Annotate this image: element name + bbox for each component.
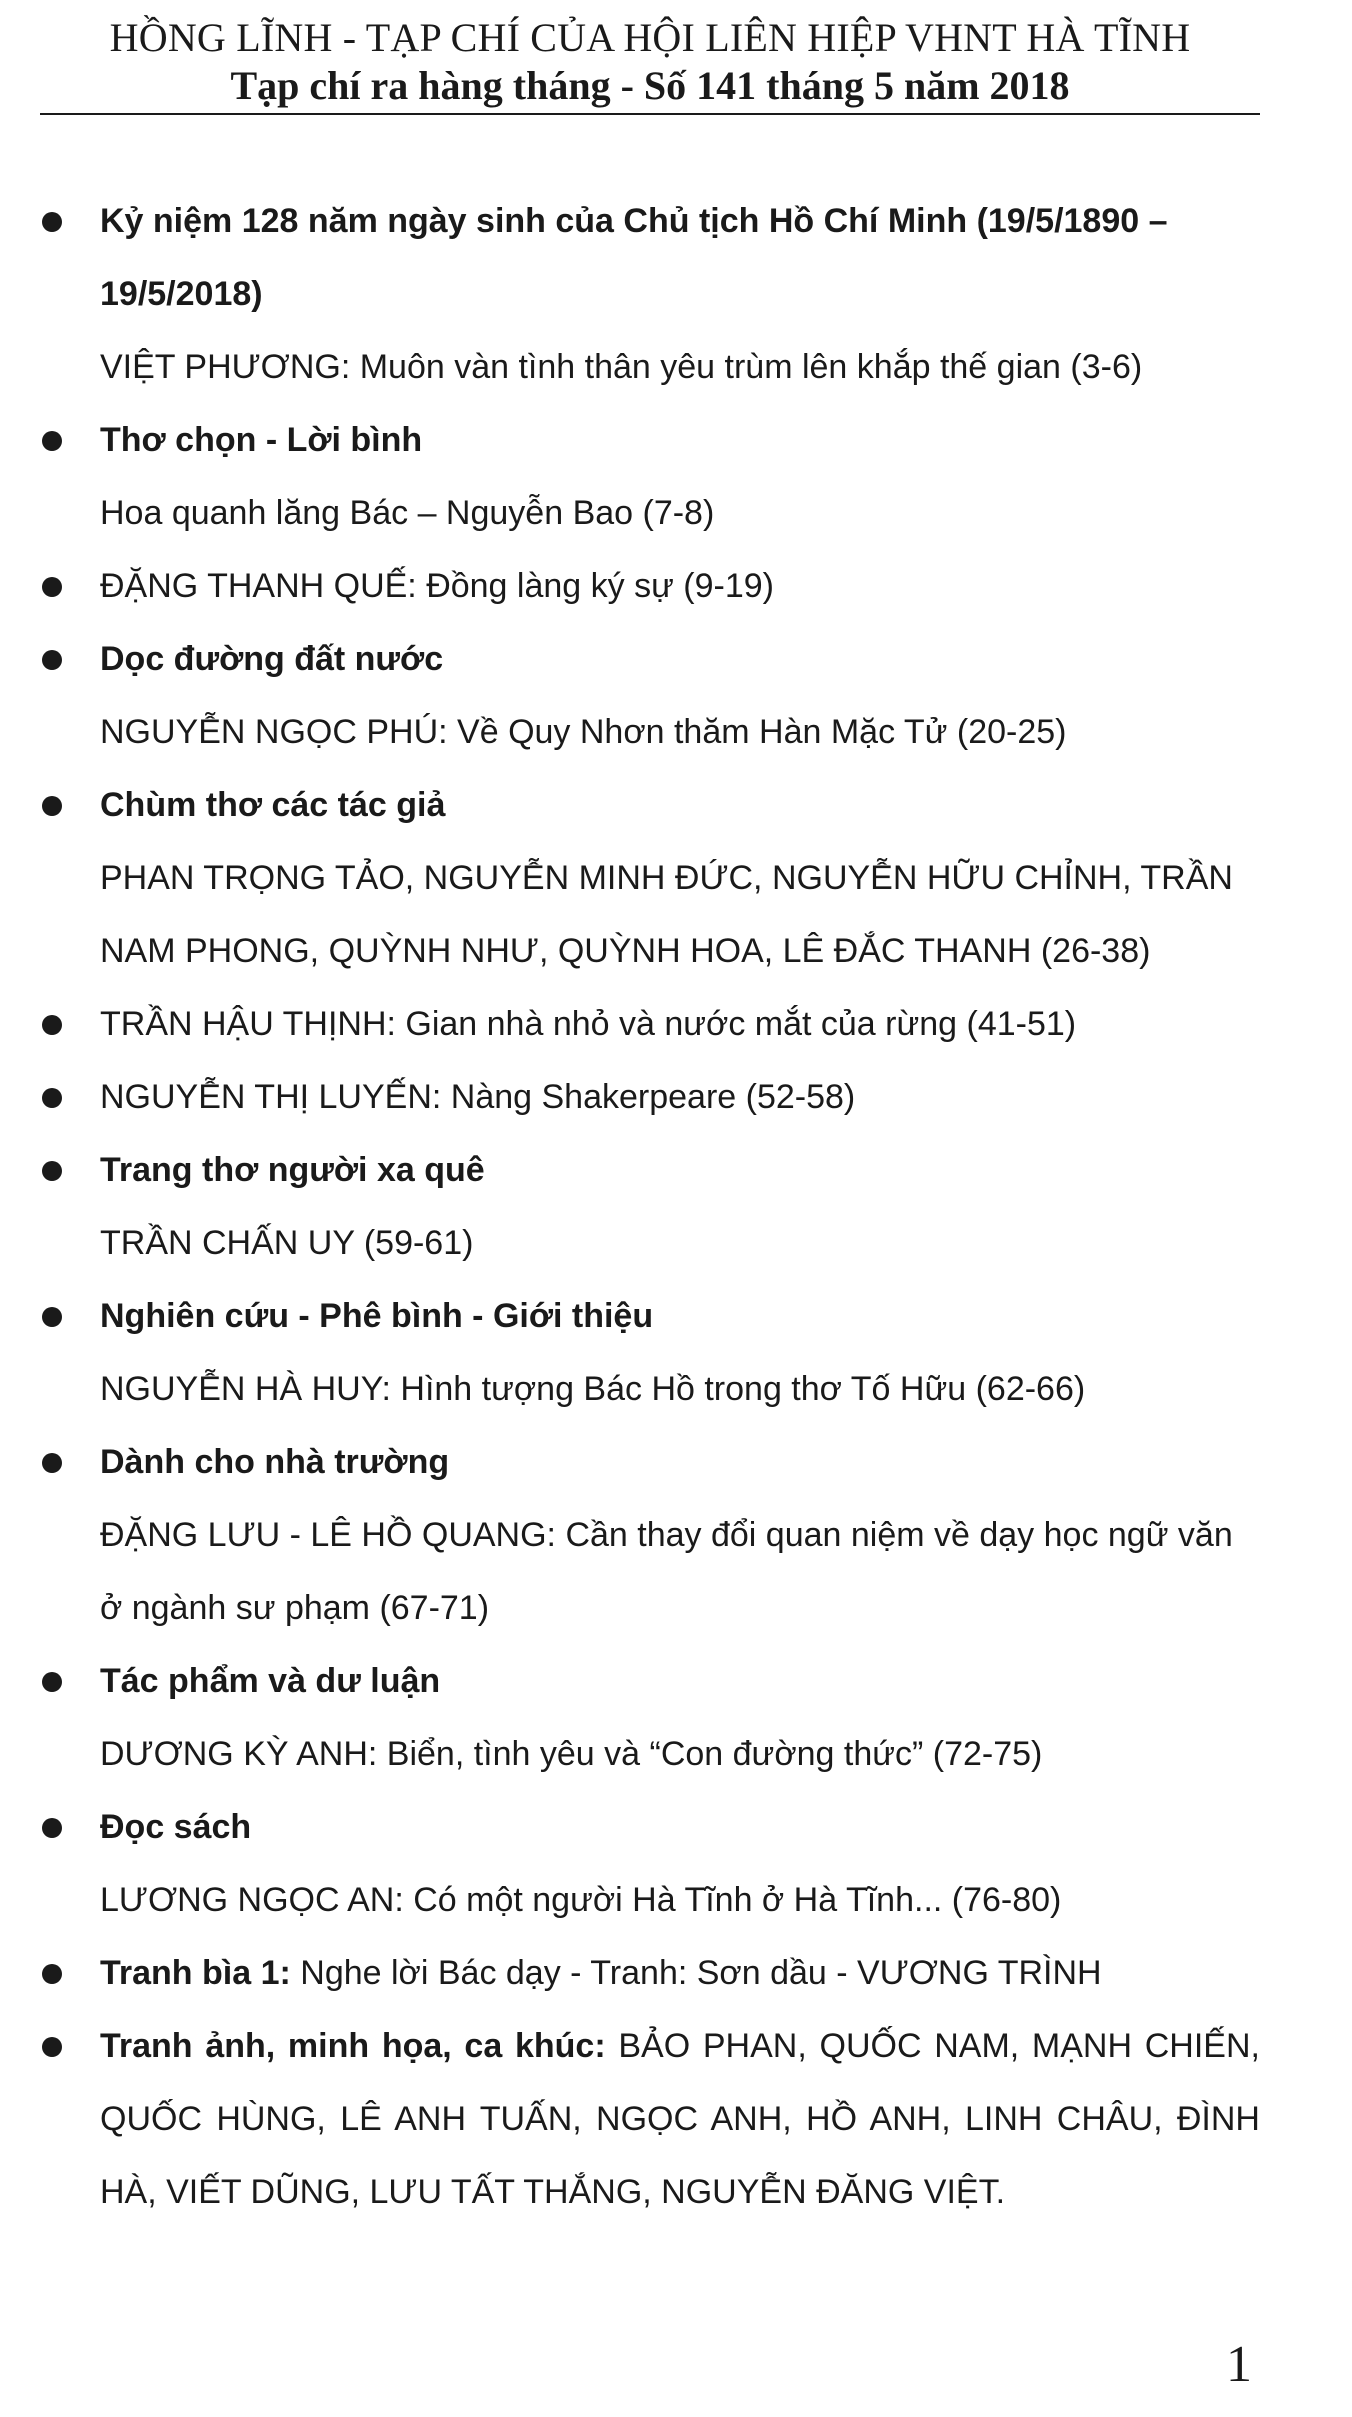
- toc-section-title: Tác phẩm và dư luận: [100, 1662, 441, 1700]
- toc-entry: ĐẶNG LƯU - LÊ HỒ QUANG: Cần thay đổi quan niệm về dạy học ngữ văn ở ngành sư phạm (67-71): [100, 1516, 1233, 1627]
- toc-entry: PHAN TRỌNG TẢO, NGUYỄN MINH ĐỨC, NGUYỄN HỮU CHỈNH, TRẦN NAM PHONG, QUỲNH NHƯ, QUỲNH HOA, LÊ ĐẮC THANH (26-38): [100, 859, 1233, 970]
- toc-item: [40, 1791, 1260, 1937]
- magazine-title: HỒNG LĨNH - TẠP CHÍ CỦA HỘI LIÊN HIỆP VHNT HÀ TĨNH: [109, 15, 1191, 60]
- page-header: [40, 14, 1260, 110]
- toc-item: [40, 769, 1260, 988]
- toc-section-title: Đọc sách: [100, 1808, 252, 1846]
- toc-entry: VIỆT PHƯƠNG: Muôn vàn tình thân yêu trùm lên khắp thế gian (3-6): [100, 348, 1143, 386]
- toc-entry: TRẦN HẬU THỊNH: Gian nhà nhỏ và nước mắt của rừng (41-51): [100, 1005, 1077, 1043]
- toc-entry: Hoa quanh lăng Bác – Nguyễn Bao (7-8): [100, 494, 715, 532]
- toc-section-title: Nghiên cứu - Phê bình - Giới thiệu: [100, 1297, 654, 1335]
- toc-item: [40, 623, 1260, 769]
- toc-item: [40, 1937, 1260, 2010]
- toc-item: [40, 1645, 1260, 1791]
- toc-item: [40, 1280, 1260, 1426]
- toc-item: [40, 550, 1260, 623]
- toc-entry: ĐẶNG THANH QUẾ: Đồng làng ký sự (9-19): [100, 567, 774, 605]
- header-divider: [40, 113, 1260, 115]
- toc-entry: BẢO PHAN, QUỐC NAM, MẠNH CHIẾN, QUỐC HÙNG, LÊ ANH TUẤN, NGỌC ANH, HỒ ANH, LINH CHÂU, ĐÌNH HÀ, VIẾT DŨNG, LƯU TẤT THẮNG, NGUYỄN ĐĂNG VIỆT.: [100, 2027, 1260, 2211]
- toc-entry: NGUYỄN HÀ HUY: Hình tượng Bác Hồ trong thơ Tố Hữu (62-66): [100, 1370, 1086, 1408]
- table-of-contents: [40, 185, 1260, 2229]
- toc-section-title: Dọc đường đất nước: [100, 640, 444, 678]
- toc-section-title: Dành cho nhà trường: [100, 1443, 450, 1481]
- toc-entry: Nghe lời Bác dạy - Tranh: Sơn dầu - VƯƠNG TRÌNH: [290, 1954, 1102, 1992]
- toc-entry: NGUYỄN NGỌC PHÚ: Về Quy Nhơn thăm Hàn Mặc Tử (20-25): [100, 713, 1067, 751]
- toc-entry: TRẦN CHẤN UY (59-61): [100, 1224, 474, 1262]
- toc-entry: LƯƠNG NGỌC AN: Có một người Hà Tĩnh ở Hà Tĩnh... (76-80): [100, 1881, 1062, 1919]
- toc-entry: NGUYỄN THỊ LUYẾN: Nàng Shakerpeare (52-58): [100, 1078, 856, 1116]
- toc-entry: DƯƠNG KỲ ANH: Biển, tình yêu và “Con đường thức” (72-75): [100, 1735, 1043, 1773]
- toc-item: [40, 404, 1260, 550]
- toc-label: Tranh bìa 1:: [100, 1954, 291, 1992]
- toc-item: [40, 988, 1260, 1061]
- toc-label: Tranh ảnh, minh họa, ca khúc:: [100, 2027, 606, 2065]
- toc-item: [40, 1134, 1260, 1280]
- toc-section-title: Trang thơ người xa quê: [100, 1151, 485, 1189]
- toc-item: [40, 1061, 1260, 1134]
- toc-item: [40, 1426, 1260, 1645]
- page-number: 1: [1226, 2336, 1252, 2393]
- toc-section-title: Thơ chọn - Lời bình: [100, 421, 423, 459]
- toc-section-title: Kỷ niệm 128 năm ngày sinh của Chủ tịch Hồ Chí Minh (19/5/1890 – 19/5/2018): [100, 202, 1168, 313]
- toc-item: [40, 185, 1260, 404]
- toc-item: [40, 2010, 1260, 2229]
- issue-line: Tạp chí ra hàng tháng - Số 141 tháng 5 năm 2018: [230, 63, 1070, 108]
- toc-section-title: Chùm thơ các tác giả: [100, 786, 446, 824]
